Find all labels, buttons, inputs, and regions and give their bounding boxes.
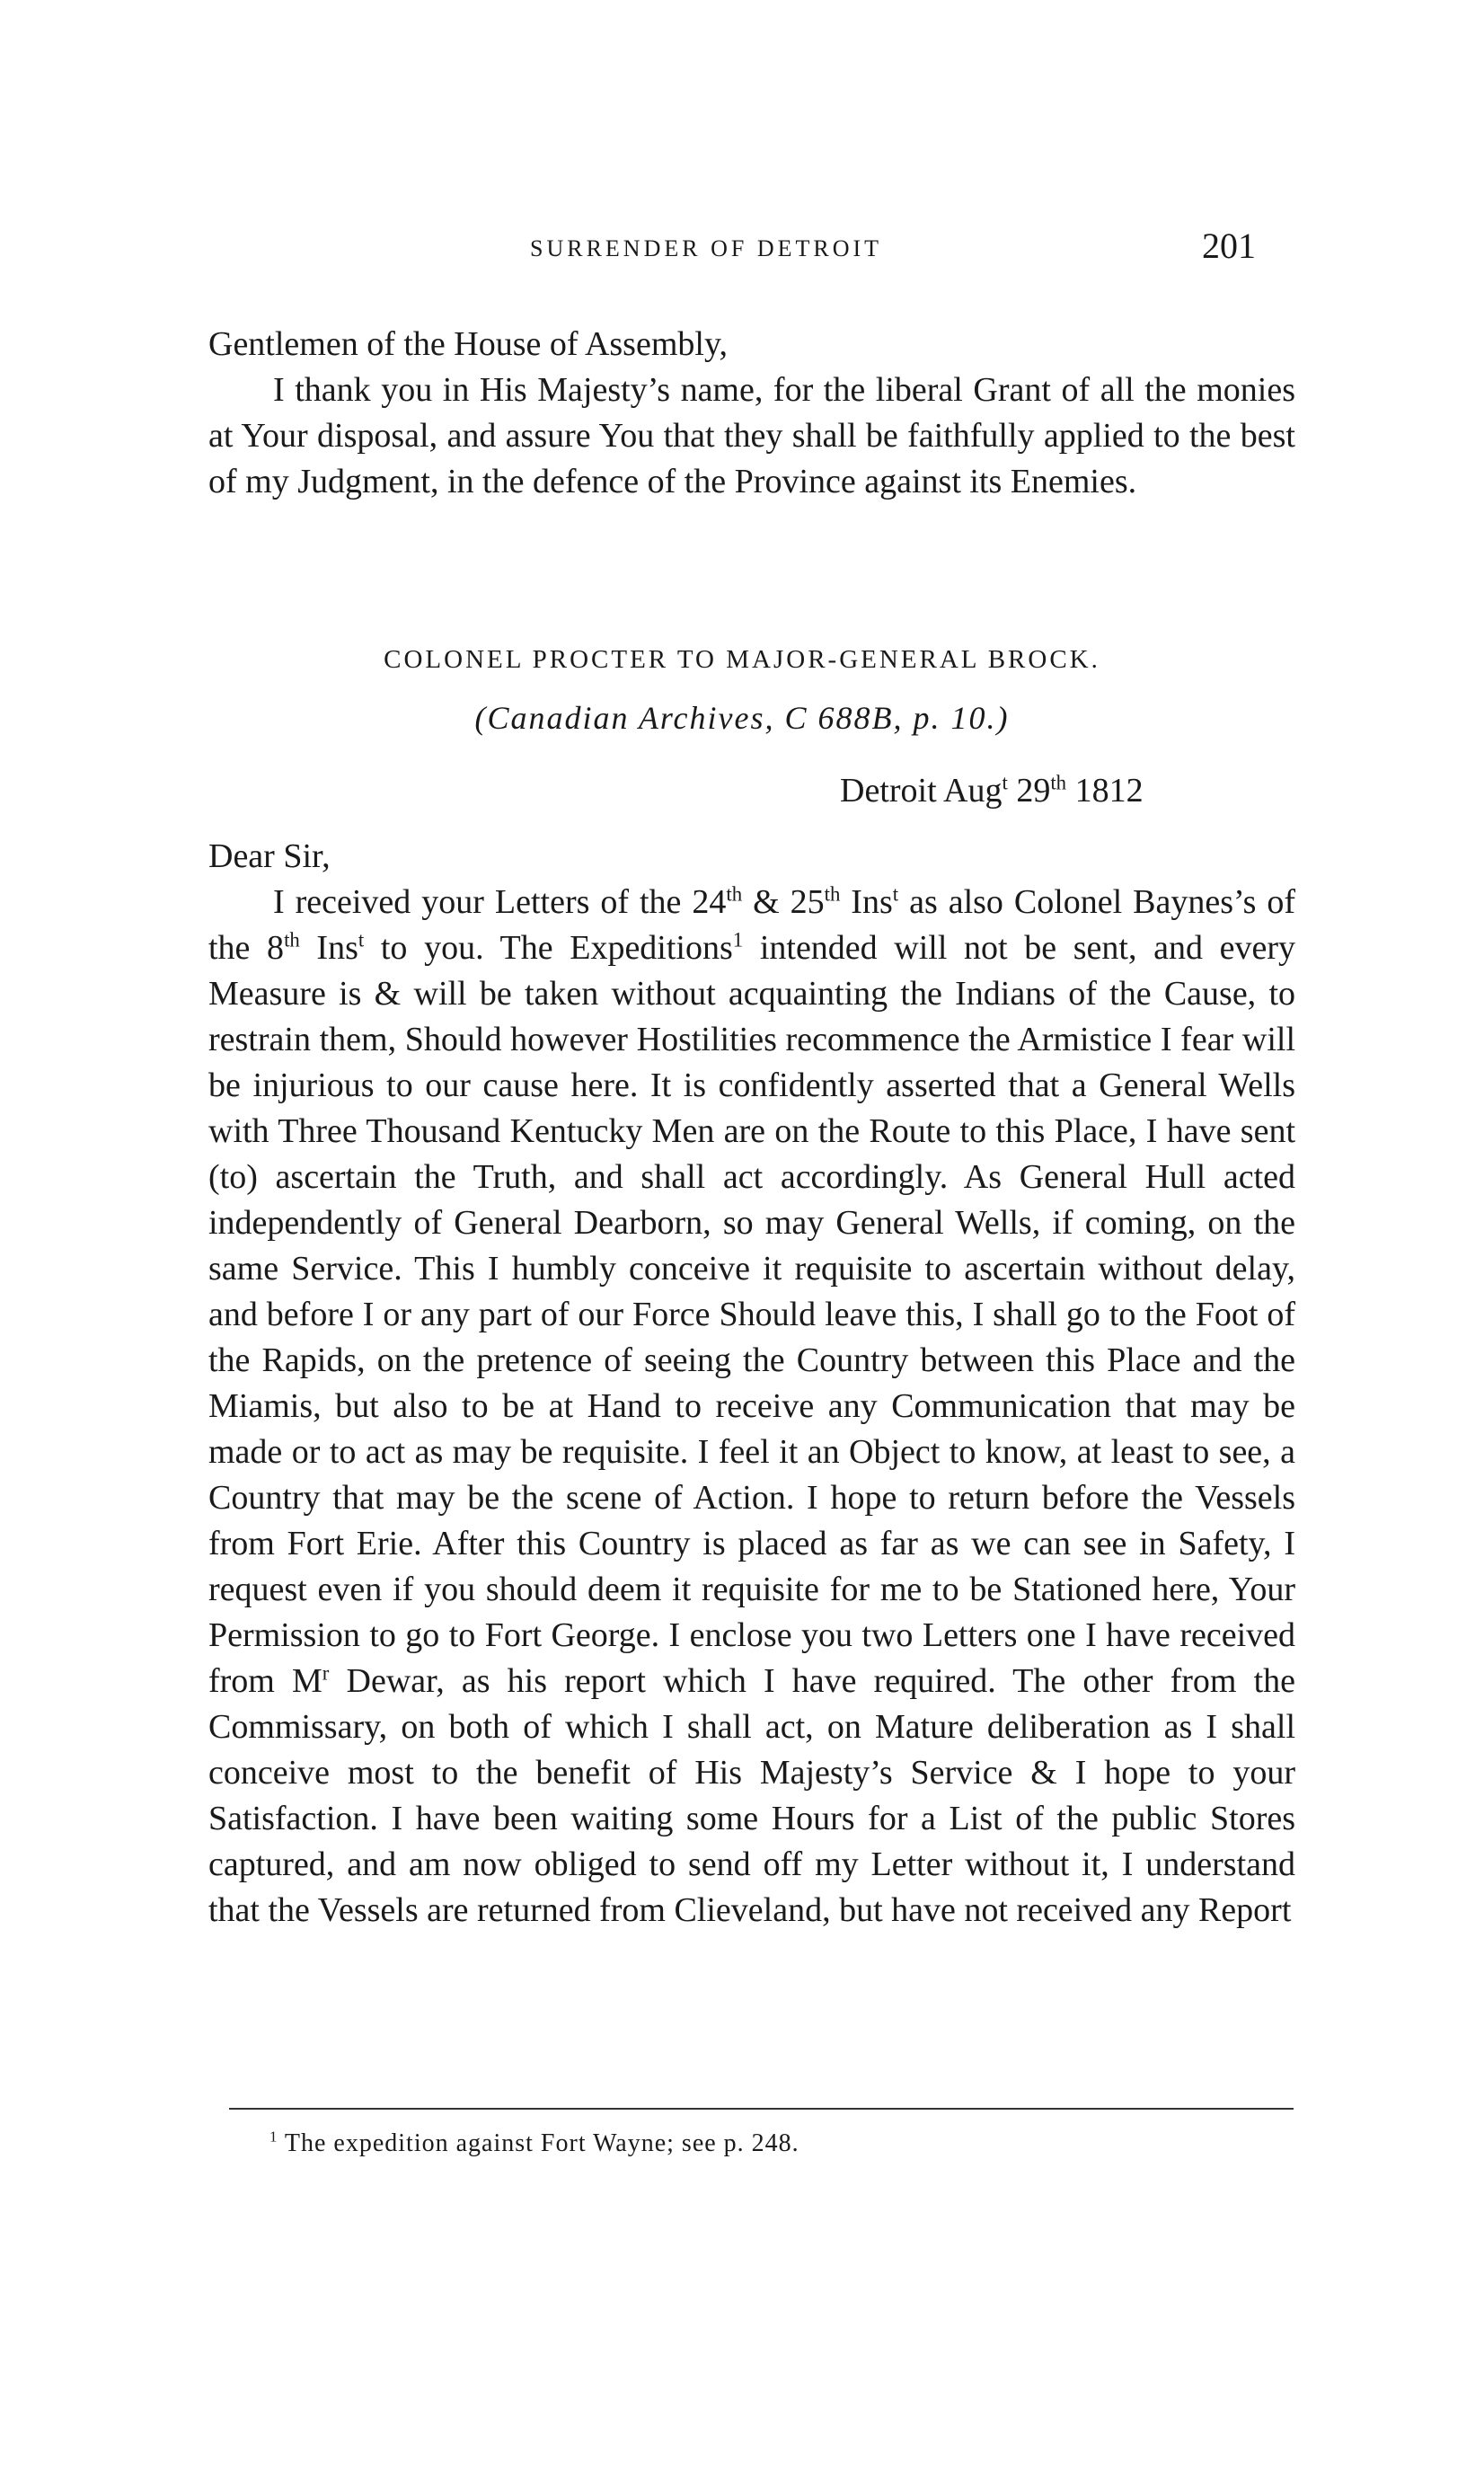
assembly-reply [208, 322, 1295, 505]
letter-body [208, 834, 1295, 1934]
letter-heading: COLONEL PROCTER TO MAJOR-GENERAL BROCK. [384, 645, 1100, 674]
reply-body: I thank you in His Majesty’s name, for the liberal Grant of all the monies at Your disposal, and assure You that they shall be faithfully applied to the best of my Judgment, in the defence of the Province against its Enemies. [208, 371, 1295, 500]
letter-salutation: Dear Sir, [208, 837, 331, 875]
archive-citation: (Canadian Archives, C 688B, p. 10.) [474, 700, 1010, 736]
footnote-text: The expedition against Fort Wayne; see p. 248. [284, 2129, 799, 2157]
running-head: SURRENDER OF DETROIT [530, 235, 883, 261]
page-number: 201 [1202, 226, 1256, 266]
footnote-rule [229, 2108, 1294, 2110]
footnote [269, 2129, 799, 2158]
footnote-marker: 1 [269, 2128, 278, 2146]
letter-paragraph: I received your Letters of the 24th & 25th Ins$^t$ as also Colonel Baynes’s of the 8th Ins$^t$ to you. The Expeditions$^1$ intended will not be sent, and every Measure is & will be taken without acquainting the Indians of the Cause, to restrain them, Should however Hostilities recommence the Armistice I fear will be injurious to our cause here. It is confidently asserted that a General Wells with Three Thousand Kentucky Men are on the Route to this Place, I have sent (to) ascertain the Truth, and shall act accordingly. As General Hull acted independently of General Dearborn, so may General Wells, if coming, on the same Service. This I humbly conceive it requisite to ascertain without delay, and before I or any part of our Force Should leave this, I shall go to the Foot of the Rapids, on the pretence of seeing the Country between this Place and the Miamis, but also to be at Hand to receive any Communication that may be made or to act as may be requisite. I feel it an Object to know, at least to see, a Country that may be the scene of Action. I hope to return before the Vessels from Fort Erie. After this Country is placed as far as we can see in Safety, I request even if you should deem it requisite for me to be Stationed here, Your Permission to go to Fort George. I enclose you two Letters one I have received from $M^r$ Dewar, as his report which I have required. The other from the Commissary, on both of which I shall act, on Mature deliberation as I shall conceive most to the benefit of His Majesty’s Service & I hope to your Satisfaction. I have been waiting some Hours for a List of the public Stores captured, and am now obliged to send off my Letter without it, I understand that the Vessels are returned from Clieveland, but have not received any Report [208, 882, 1296, 1929]
letter-dateline: Detroit Aug$^t$ 29th 1812 [840, 771, 1144, 810]
reply-salutation: Gentlemen of the House of Assembly, [208, 325, 728, 363]
footnote-reference: 1 [732, 928, 744, 951]
